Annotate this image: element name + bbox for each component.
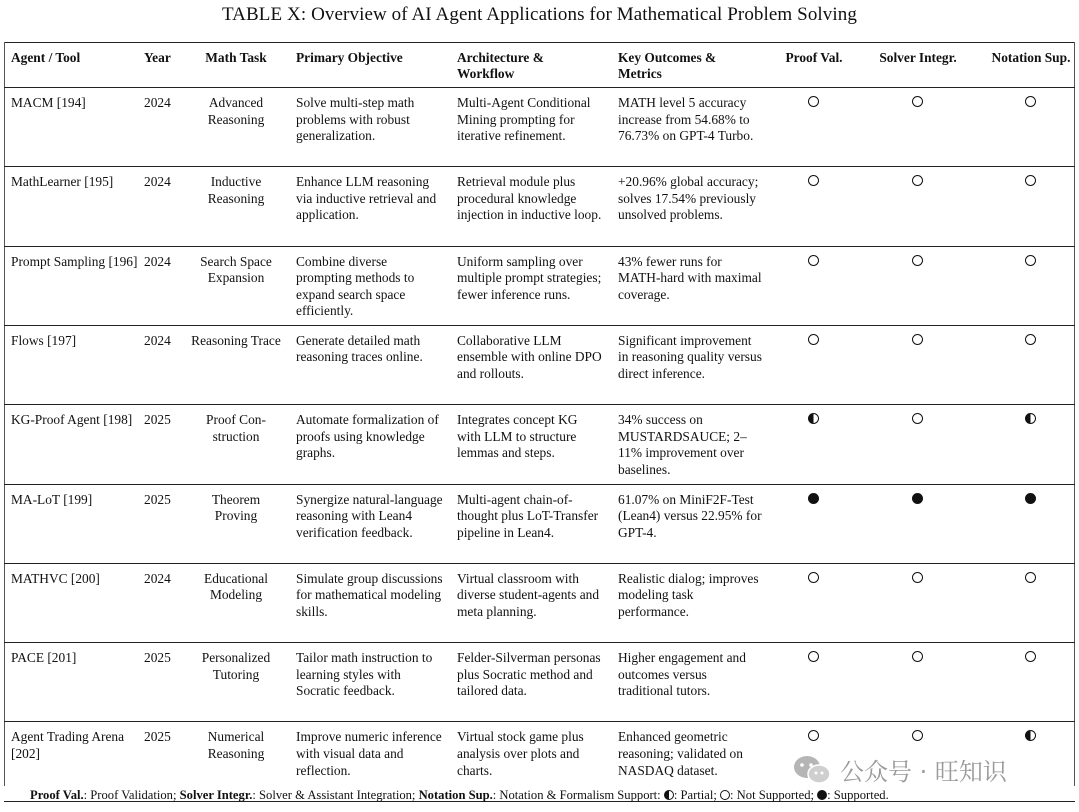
empty-circle-icon xyxy=(1025,334,1036,345)
empty-circle-icon xyxy=(1025,255,1036,266)
legend-partial: : Partial; xyxy=(673,788,717,802)
cell-arch: Multi-Agent Conditional Mining prompting for iterative refinement. xyxy=(457,95,591,144)
header-task: Math Task xyxy=(205,50,267,65)
cell-objective: Combine diverse prompting methods to expand search space efficiently. xyxy=(296,253,415,319)
watermark xyxy=(792,752,1007,787)
cell-agent: KG-Proof Agent [198] xyxy=(11,412,133,428)
filled-circle-icon xyxy=(1025,493,1036,504)
cell-agent: Flows [197] xyxy=(11,332,77,348)
cell-year: 2025 xyxy=(144,650,171,666)
half-circle-icon xyxy=(808,413,819,424)
cell-task: Numerical Reasoning xyxy=(207,729,265,761)
wechat-icon xyxy=(792,754,832,786)
empty-circle-icon xyxy=(912,413,923,424)
cell-outcomes: Enhanced geometric reasoning; validated on NASDAQ dataset. xyxy=(618,729,743,778)
filled-circle-icon xyxy=(817,790,827,800)
cell-agent: MATHVC [200] xyxy=(11,570,100,586)
legend-proof-abbr: Proof Val. xyxy=(30,788,84,802)
cell-year: 2025 xyxy=(144,729,171,745)
cell-year: 2025 xyxy=(144,491,171,507)
cell-arch: Uniform sampling over multiple prompt strategies; fewer inference runs. xyxy=(457,253,602,302)
cell-arch: Multi-agent chain-of-thought plus LoT-Transfer pipeline in Lean4. xyxy=(457,491,599,540)
empty-circle-icon xyxy=(808,255,819,266)
empty-circle-icon xyxy=(912,651,923,662)
cell-arch: Felder-Silverman personas plus Socratic method and tailored data. xyxy=(457,650,601,699)
legend-notation-abbr: Notation Sup. xyxy=(418,788,493,802)
row-rule xyxy=(4,484,1075,485)
right-border xyxy=(1074,42,1075,786)
half-circle-icon xyxy=(1025,730,1036,741)
header-architecture: Architecture & Workflow xyxy=(457,50,544,81)
cell-outcomes: 43% fewer runs for MATH-hard with maximal coverage. xyxy=(618,253,762,302)
empty-circle-icon xyxy=(912,572,923,583)
cell-agent: PACE [201] xyxy=(11,650,77,666)
half-circle-icon xyxy=(1025,413,1036,424)
half-circle-icon xyxy=(664,790,674,800)
row-rule xyxy=(4,721,1075,722)
cell-year: 2024 xyxy=(144,95,171,110)
row-rule xyxy=(4,563,1075,564)
cell-task: Reasoning Trace xyxy=(191,332,281,348)
table-caption: TABLE X: Overview of AI Agent Applications for Mathematical Problem Solving xyxy=(222,4,857,25)
row-rule xyxy=(4,325,1075,326)
cell-outcomes: 34% success on MUSTARDSAUCE; 2–11% improvement over baselines. xyxy=(618,412,747,477)
header-agent: Agent / Tool xyxy=(11,50,81,65)
empty-circle-icon xyxy=(1025,96,1036,107)
cell-arch: Retrieval module plus procedural knowledge injection in inductive loop. xyxy=(457,174,602,223)
cell-year: 2024 xyxy=(144,332,171,348)
empty-circle-icon xyxy=(720,790,730,800)
table-legend xyxy=(30,788,889,803)
row-rule xyxy=(4,246,1075,247)
empty-circle-icon xyxy=(808,572,819,583)
cell-agent: MathLearner [195] xyxy=(11,174,114,190)
cell-year: 2024 xyxy=(144,253,171,269)
row-rule xyxy=(4,166,1075,167)
cell-outcomes: 61.07% on MiniF2F-Test (Lean4) versus 22.95% for GPT-4. xyxy=(618,491,762,540)
top-rule xyxy=(4,42,1075,43)
watermark-text: 公众号 · 旺知识 xyxy=(840,758,1007,786)
cell-objective: Tailor math instruction to learning styles with Socratic feedback. xyxy=(296,650,433,699)
cell-outcomes: Realistic dialog; improves modeling task performance. xyxy=(618,570,759,619)
legend-supported: : Supported. xyxy=(827,788,889,802)
cell-objective: Solve multi-step math problems with robust generalization. xyxy=(296,95,415,144)
empty-circle-icon xyxy=(808,730,819,741)
cell-task: Inductive Reasoning xyxy=(207,174,265,206)
header-notation-support: Notation Sup. xyxy=(991,50,1071,65)
header-outcomes: Key Outcomes & Metrics xyxy=(618,50,717,81)
cell-year: 2024 xyxy=(144,174,171,190)
empty-circle-icon xyxy=(808,96,819,107)
cell-task: Theorem Proving xyxy=(211,491,261,524)
empty-circle-icon xyxy=(808,175,819,186)
cell-task: Search Space Expansion xyxy=(200,253,272,286)
empty-circle-icon xyxy=(912,96,923,107)
empty-circle-icon xyxy=(808,651,819,662)
legend-notation-full: : Notation & Formalism Support: xyxy=(492,788,661,802)
empty-circle-icon xyxy=(1025,175,1036,186)
cell-objective: Synergize natural-language reasoning with Lean4 verification feedback. xyxy=(296,491,443,540)
legend-proof-full: : Proof Validation; xyxy=(83,788,177,802)
cell-task: Educational Modeling xyxy=(204,570,268,603)
empty-circle-icon xyxy=(912,334,923,345)
cell-agent: MA-LoT [199] xyxy=(11,491,93,507)
empty-circle-icon xyxy=(1025,651,1036,662)
row-rule xyxy=(4,642,1075,643)
cell-arch: Integrates concept KG with LLM to structure lemmas and steps. xyxy=(457,412,578,461)
filled-circle-icon xyxy=(912,493,923,504)
empty-circle-icon xyxy=(912,730,923,741)
filled-circle-icon xyxy=(808,493,819,504)
cell-outcomes: Significant improvement in reasoning quality versus direct inference. xyxy=(618,332,762,382)
cell-year: 2024 xyxy=(144,570,171,586)
header-solver-integration: Solver Integr. xyxy=(879,50,957,65)
cell-agent: Prompt Sampling [196] xyxy=(11,253,138,269)
header-proof-validation: Proof Val. xyxy=(785,50,843,65)
legend-solver-full: : Solver & Assistant Integration; xyxy=(252,788,416,802)
row-rule xyxy=(4,404,1075,405)
cell-objective: Improve numeric inference with visual data and reflection. xyxy=(296,729,442,778)
cell-year: 2025 xyxy=(144,412,171,428)
cell-arch: Virtual stock game plus analysis over plots and charts. xyxy=(457,729,584,778)
empty-circle-icon xyxy=(912,255,923,266)
legend-solver-abbr: Solver Integr. xyxy=(179,788,253,802)
cell-objective: Automate formalization of proofs using knowledge graphs. xyxy=(296,412,439,461)
empty-circle-icon xyxy=(912,175,923,186)
empty-circle-icon xyxy=(808,334,819,345)
cell-task: Advanced Reasoning xyxy=(207,95,265,127)
cell-task: Proof Con- struction xyxy=(206,412,266,444)
cell-arch: Virtual classroom with diverse student-agents and meta planning. xyxy=(457,570,600,619)
cell-agent: MACM [194] xyxy=(11,95,86,110)
header-year: Year xyxy=(144,50,171,65)
left-border xyxy=(4,42,5,786)
cell-outcomes: Higher engagement and outcomes versus traditional tutors. xyxy=(618,650,746,699)
cell-agent: Agent Trading Arena [202] xyxy=(11,729,125,761)
cell-objective: Simulate group discussions for mathematical modeling skills. xyxy=(296,570,443,619)
cell-outcomes: +20.96% global accuracy; solves 17.54% previously unsolved problems. xyxy=(618,174,759,223)
header-rule xyxy=(4,87,1075,88)
cell-objective: Enhance LLM reasoning via inductive retrieval and application. xyxy=(296,174,437,223)
cell-arch: Collaborative LLM ensemble with online DPO and rollouts. xyxy=(457,332,602,382)
empty-circle-icon xyxy=(1025,572,1036,583)
cell-task: Personalized Tutoring xyxy=(201,650,271,682)
legend-not-supported: : Not Supported; xyxy=(730,788,814,802)
header-objective: Primary Objective xyxy=(296,50,403,65)
cell-objective: Generate detailed math reasoning traces online. xyxy=(296,332,423,365)
cell-outcomes: MATH level 5 accuracy increase from 54.68% to 76.73% on GPT-4 Turbo. xyxy=(618,95,754,144)
